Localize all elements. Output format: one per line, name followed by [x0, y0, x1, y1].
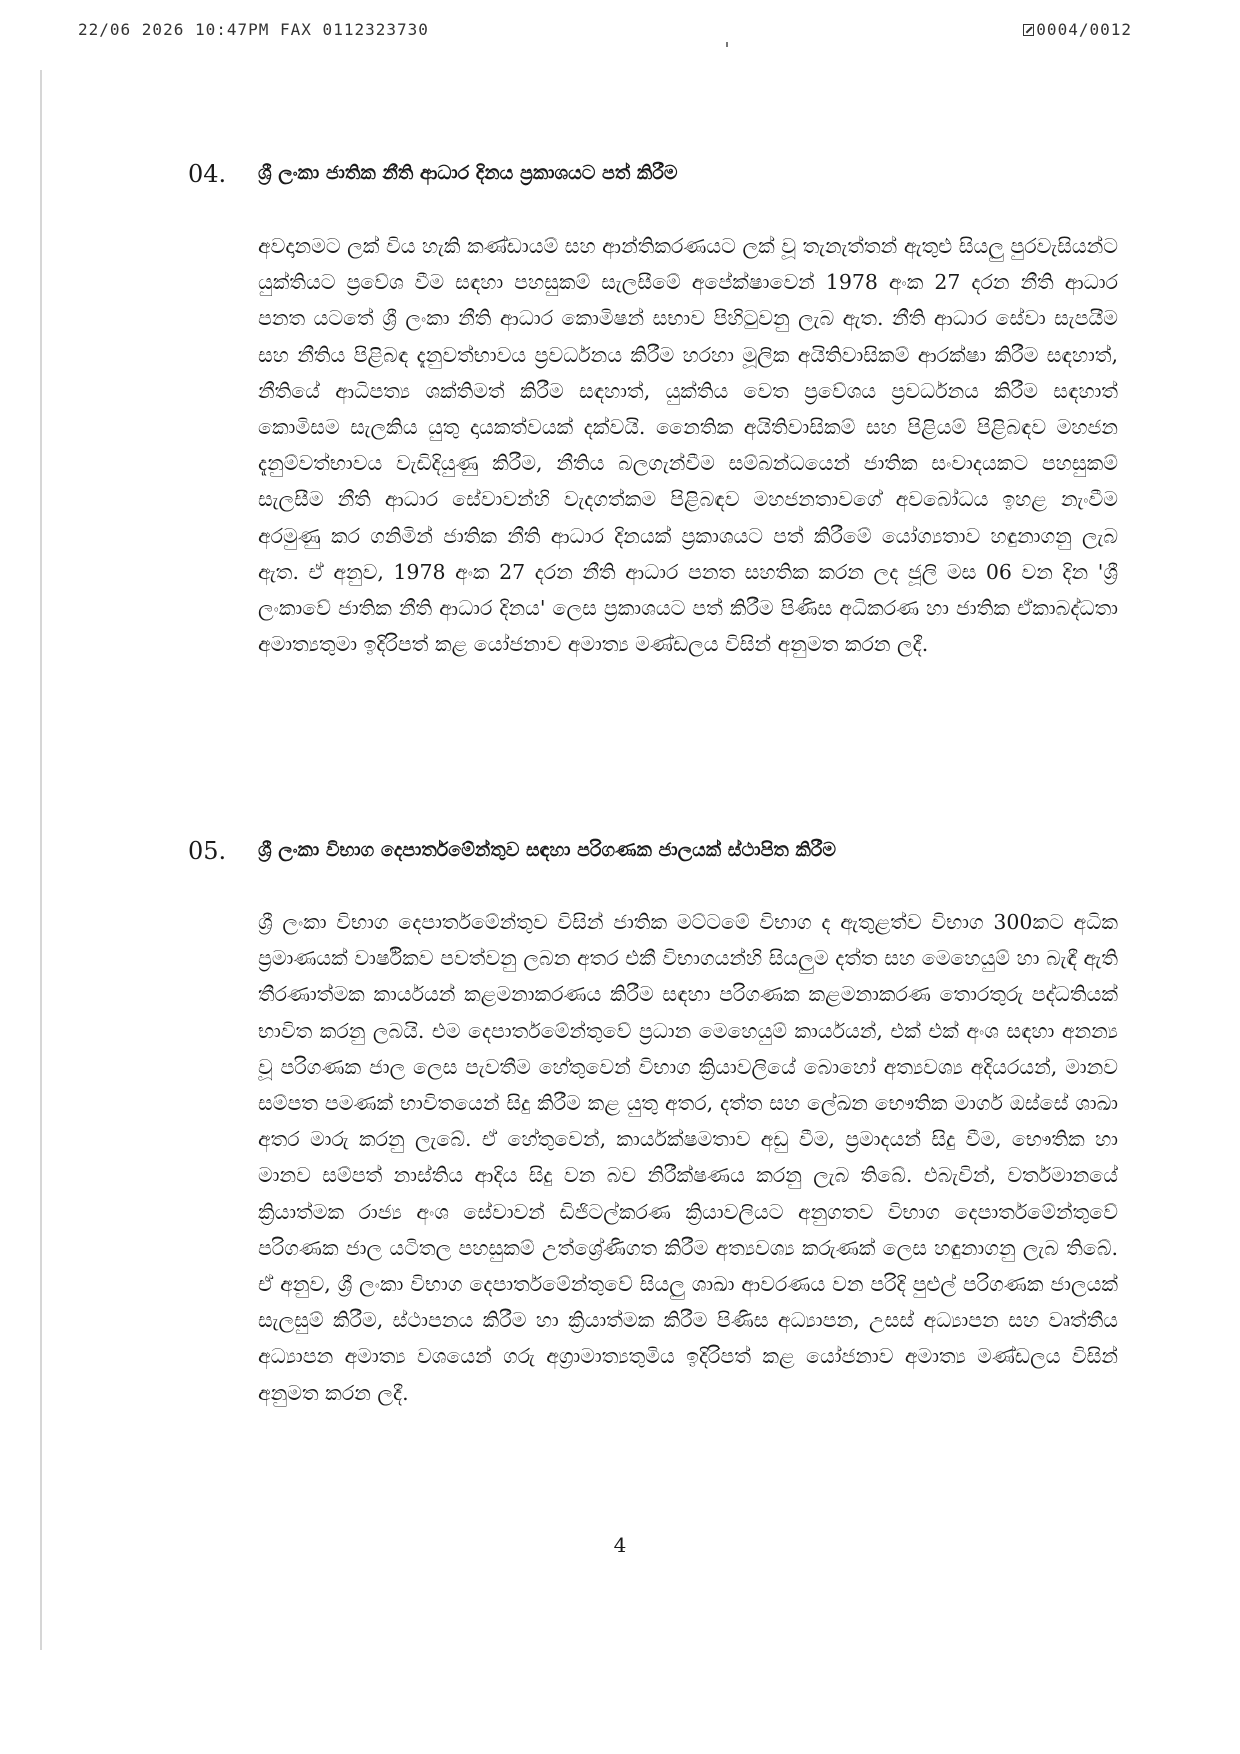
page-number: 4 [613, 1533, 627, 1557]
section-04-body: අවදානමට ලක් විය හැකි කණ්ඩායම් සහ ආන්තිකරණයට ලක් වූ තැනැත්තන් ඇතුළු සියලු පුරවැසියන්ට යුක්තියට ප්‍රවේශ වීම සඳහා පහසුකම් සැලසීමේ අපේක්ෂාවෙන් 1978 අංක 27 දරන නීති ආධාර පනත යටතේ ශ්‍රී ලංකා නීති ආධාර කොමිෂන් සභාව පිහිටුවනු ලැබ ඇත. නීති ආධාර සේවා සැපයීම සහ නීතිය පිළිබඳ දැනුවත්භාවය ප්‍රවර්ධනය කිරීම හරහා මූලික අයිතිවාසිකම් ආරක්ෂා කිරීම සඳහාත්, නීතියේ ආධිපත්‍ය ශක්තිමත් කිරීම සඳහාත්, යුක්තිය වෙත ප්‍රවේශය ප්‍රවර්ධනය කිරීම සඳහාත් කොමිසම සැලකිය යුතු දායකත්වයක් දක්වයි. නෛතික අයිතිවාසිකම් සහ පිළියම් පිළිබඳව මහජන දැනුම්වත්භාවය වැඩිදියුණු කිරීම, නීතිය බලගැන්වීම සම්බන්ධයෙන් ජාතික සංවාදයකට පහසුකම් සැලසීම නීති ආධාර සේවාවන්හි වැදගත්කම පිළිබඳව මහජනතාවගේ අවබෝධය ඉහළ නැංවීම අරමුණු කර ගනිමින් ජාතික නීති ආධාර දිනයක් ප්‍රකාශයට පත් කිරීමේ යෝග්‍යතාව හඳුනාගනු ලැබ ඇත. ඒ අනුව, 1978 අංක 27 දරන නීති ආධාර පනත සහතික කරන ලද ජූලි මස 06 වන දින 'ශ්‍රී ලංකාවේ ජාතික නීති ආධාර දිනය' ලෙස ප්‍රකාශයට පත් කිරීම පිණිස අධිකරණ හා ජාතික ඒකාබද්ධතා අමාත්‍යතුමා ඉදිරිපත් කළ යෝජනාව අමාත්‍ය මණ්ඩලය විසින් අනුමත කරන ලදී. [258, 234, 1118, 657]
scan-speck [726, 42, 728, 47]
fax-page-icon [1023, 24, 1034, 36]
fax-page-count-text: 0004/0012 [1036, 20, 1132, 39]
page-edge-line [40, 70, 42, 1650]
section-04-number: 04. [188, 160, 227, 188]
section-04-title: ශ්‍රී ලංකා ජාතික නීති ආධාර දිනය ප්‍රකාශයට පත් කිරීම [258, 162, 678, 184]
fax-header-page-count [1023, 20, 1132, 39]
section-05-number: 05. [188, 837, 227, 865]
section-05-body: ශ්‍රී ලංකා විභාග දෙපාර්තමේන්තුව විසින් ජාතික මට්ටමේ විභාග ද ඇතුළත්ව විභාග 300කට අධික ප්‍රමාණයක් වාර්ෂිකව පවත්වනු ලබන අතර එකී විභාගයන්හි සියලුම දත්ත සහ මෙහෙයුම් හා බැඳී ඇති තීරණාත්මක කාර්යයන් කළමනාකරණය කිරීම සඳහා පරිගණක කළමනාකරණ තොරතුරු පද්ධතියක් භාවිත කරනු ලබයි. එම දෙපාර්තමේන්තුවේ ප්‍රධාන මෙහෙයුම් කාර්යයන්, එක් එක් අංශ සඳහා අනන්‍ය වූ පරිගණක ජාල ලෙස පැවතීම හේතුවෙන් විභාග ක්‍රියාවලියේ බොහෝ අත්‍යවශ්‍ය අදියරයන්, මානව සම්පත පමණක් භාවිතයෙන් සිදු කිරීම කළ යුතු අතර, දත්ත සහ ලේඛන භෞතික මාර්ග ඔස්සේ ශාඛා අතර මාරු කරනු ලැබේ. ඒ හේතුවෙන්, කාර්යක්ෂමතාව අඩු වීම, ප්‍රමාදයන් සිදු වීම, භෞතික හා මානව සම්පත් නාස්තිය ආදිය සිදු වන බව නිරීක්ෂණය කරනු ලැබ තිබේ. එබැවින්, වර්තමානයේ ක්‍රියාත්මක රාජ්‍ය අංශ සේවාවන් ඩිජිටල්කරණ ක්‍රියාවලියට අනුගතව විභාග දෙපාර්තමේන්තුවේ පරිගණක ජාල යටිතල පහසුකම් උත්ශ්‍රේණිගත කිරීම අත්‍යවශ්‍ය කරුණක් ලෙස හඳුනාගනු ලැබ තිබේ. ඒ අනුව, ශ්‍රී ලංකා විභාග දෙපාර්තමේන්තුවේ සියලු ශාඛා ආවරණය වන පරිදි පුළුල් පරිගණක ජාලයක් සැලසුම් කිරීම, ස්ථාපනය කිරීම හා ක්‍රියාත්මක කිරීම පිණිස අධ්‍යාපන, උසස් අධ්‍යාපන සහ වෘත්තීය අධ්‍යාපන අමාත්‍ය වශයෙන් ගරු අග්‍රාමාත්‍යතුමිය ඉදිරිපත් කළ යෝජනාව අමාත්‍ය මණ්ඩලය විසින් අනුමත කරන ලදී. [258, 910, 1118, 1405]
section-05-title: ශ්‍රී ලංකා විභාග දෙපාර්තමේන්තුව සඳහා පරිගණක ජාලයක් ස්ථාපිත කිරීම [258, 839, 837, 861]
fax-header-date-number: 22/06 2026 10:47PM FAX 0112323730 [78, 20, 429, 39]
